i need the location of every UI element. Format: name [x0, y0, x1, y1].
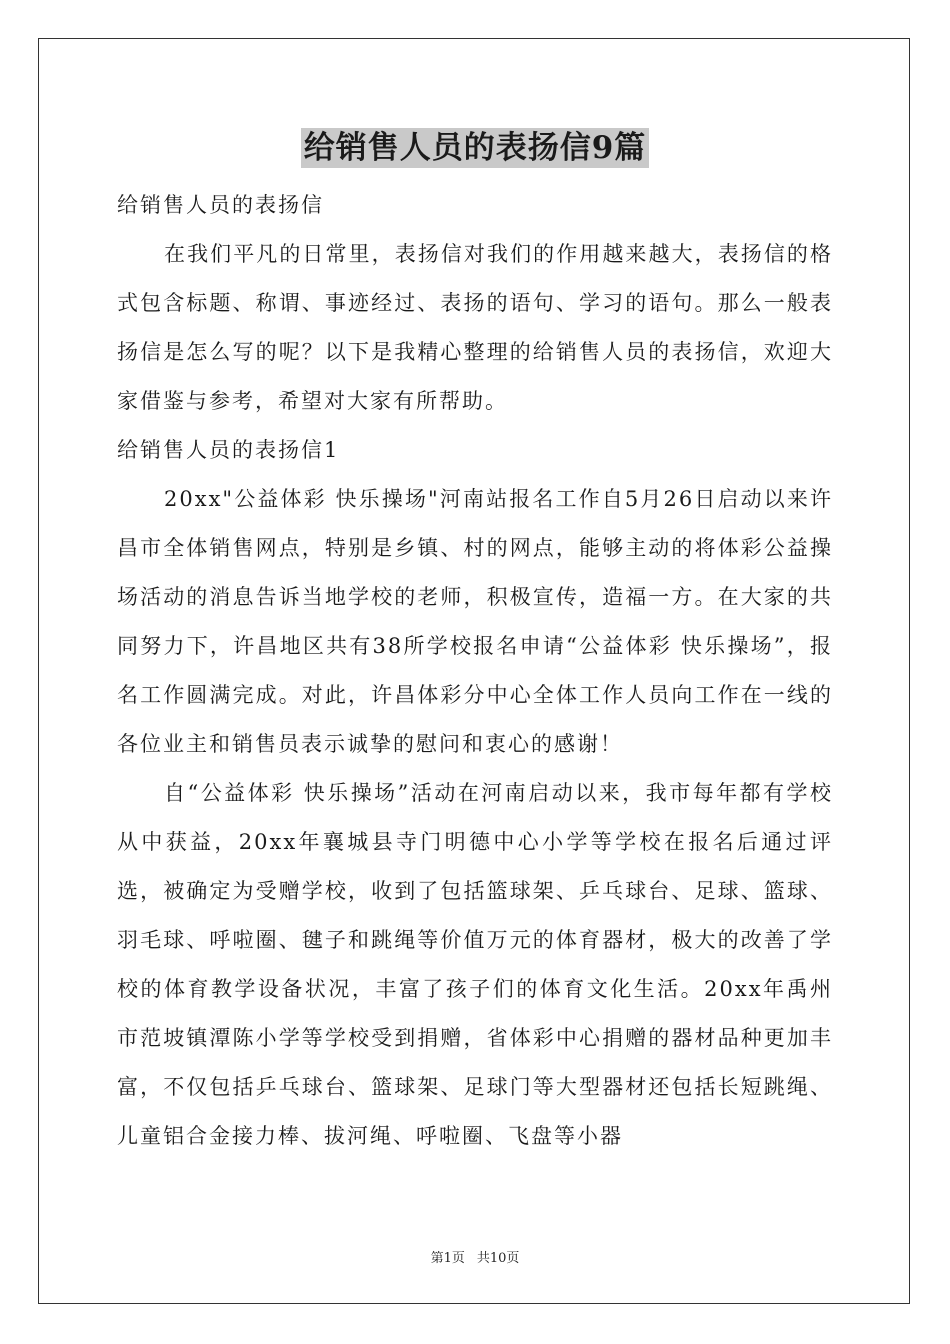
- section-heading: 给销售人员的表扬信1: [117, 438, 340, 462]
- title-container: [0, 128, 950, 168]
- section-paragraph-2: 自“公益体彩 快乐操场”活动在河南启动以来，我市每年都有学校从中获益，20xx年襄城县寺门明德中心小学等学校在报名后通过评选，被确定为受赠学校，收到了包括篮球架、乒乓球台、足球、篮球、羽毛球、呼啦圈、毽子和跳绳等价值万元的体育器材，极大的改善了学校的体育教学设备状况，丰富了孩子们的体育文化生活。20xx年禹州市范坡镇潭陈小学等学校受到捐赠，省体彩中心捐赠的器材品种更加丰富，不仅包括乒乓球台、篮球架、足球门等大型器材还包括长短跳绳、儿童铝合金接力棒、拔河绳、呼啦圈、飞盘等小器: [117, 781, 833, 1148]
- page-footer: [0, 1247, 950, 1266]
- document-title: 给销售人员的表扬信9篇: [301, 128, 650, 168]
- page-total: 共10页: [476, 1251, 520, 1266]
- section-paragraph-1: 20xx"公益体彩 快乐操场"河南站报名工作自5月26日启动以来许昌市全体销售网点，特别是乡镇、村的网点，能够主动的将体彩公益操场活动的消息告诉当地学校的老师，积极宣传，造福一方。在大家的共同努力下，许昌地区共有38所学校报名申请“公益体彩 快乐操场”，报名工作圆满完成。对此，许昌体彩分中心全体工作人员向工作在一线的各位业主和销售员表示诚挚的慰问和衷心的感谢！: [117, 487, 833, 756]
- intro-paragraph: 在我们平凡的日常里，表扬信对我们的作用越来越大，表扬信的格式包含标题、称谓、事迹经过、表扬的语句、学习的语句。那么一般表扬信是怎么写的呢？以下是我精心整理的给销售人员的表扬信，欢迎大家借鉴与参考，希望对大家有所帮助。: [117, 242, 833, 413]
- document-body: [117, 181, 833, 1161]
- page-number: 第1页: [430, 1251, 465, 1266]
- document-subtitle: 给销售人员的表扬信: [117, 193, 324, 217]
